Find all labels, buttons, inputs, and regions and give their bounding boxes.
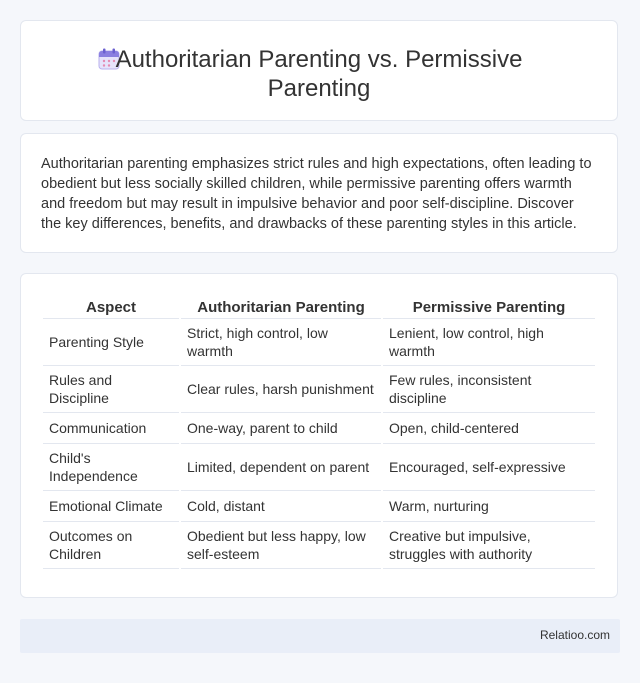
table-cell-aspect: Parenting Style bbox=[43, 319, 179, 366]
table-row bbox=[43, 444, 595, 491]
title-card bbox=[20, 20, 618, 121]
comparison-table bbox=[41, 296, 597, 569]
table-cell-authoritarian: Limited, dependent on parent bbox=[181, 444, 381, 491]
table-cell-permissive: Lenient, low control, high warmth bbox=[383, 319, 595, 366]
table-cell-authoritarian: Strict, high control, low warmth bbox=[181, 319, 381, 366]
table-cell-aspect: Rules and Discipline bbox=[43, 366, 179, 413]
footer-bar bbox=[20, 619, 620, 653]
table-cell-permissive: Creative but impulsive, struggles with authority bbox=[383, 522, 595, 569]
table-cell-aspect: Outcomes on Children bbox=[43, 522, 179, 569]
table-cell-permissive: Encouraged, self-expressive bbox=[383, 444, 595, 491]
table-row bbox=[43, 319, 595, 366]
column-header-permissive: Permissive Parenting bbox=[383, 296, 595, 319]
footer-brand[interactable]: Relatioo.com bbox=[539, 628, 610, 642]
column-header-authoritarian: Authoritarian Parenting bbox=[181, 296, 381, 319]
table-cell-authoritarian: Obedient but less happy, low self-esteem bbox=[181, 522, 381, 569]
table-cell-permissive: Open, child-centered bbox=[383, 413, 595, 444]
table-cell-authoritarian: Cold, distant bbox=[181, 491, 381, 522]
table-row bbox=[43, 491, 595, 522]
table-cell-aspect: Emotional Climate bbox=[43, 491, 179, 522]
intro-paragraph: Authoritarian parenting emphasizes strict rules and high expectations, often leading to obedient but less socially skilled children, while permissive parenting offers warmth and freedom but may result in impulsive behavior and poor self-discipline. Discover the key differences, benefits, and drawbacks of these parenting styles in this article. bbox=[41, 156, 592, 232]
table-cell-permissive: Warm, nurturing bbox=[383, 491, 595, 522]
page-title: Authoritarian Parenting vs. Permissive Parenting bbox=[115, 46, 523, 102]
table-row bbox=[43, 413, 595, 444]
table-row bbox=[43, 366, 595, 413]
table-cell-aspect: Child's Independence bbox=[43, 444, 179, 491]
table-header-row bbox=[43, 296, 595, 319]
table-row bbox=[43, 522, 595, 569]
table-cell-aspect: Communication bbox=[43, 413, 179, 444]
table-cell-authoritarian: One-way, parent to child bbox=[181, 413, 381, 444]
table-cell-authoritarian: Clear rules, harsh punishment bbox=[181, 366, 381, 413]
intro-card bbox=[20, 133, 618, 253]
comparison-table-card bbox=[20, 273, 618, 598]
column-header-aspect: Aspect bbox=[43, 296, 179, 319]
table-cell-permissive: Few rules, inconsistent discipline bbox=[383, 366, 595, 413]
